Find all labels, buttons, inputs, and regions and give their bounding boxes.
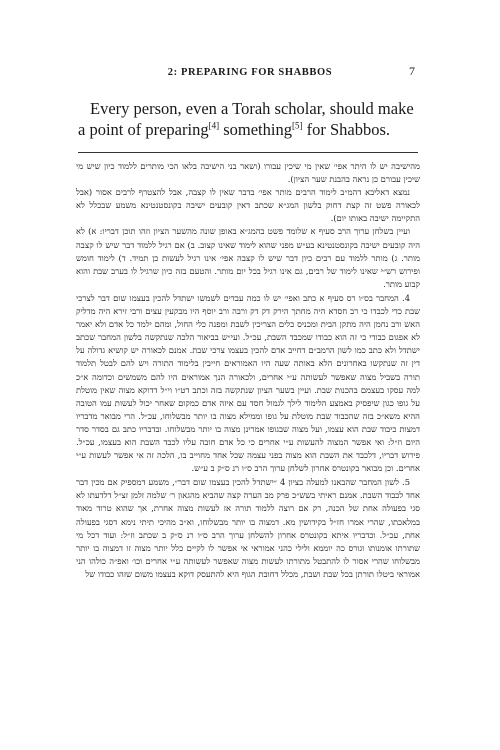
footnote-ref-4[interactable]: [4] bbox=[208, 120, 220, 131]
note-intro-paragraph-1: מהישיבה יש לו היתר אפי׳ שאין מי שיכין עבורו (ושאר בני הישיבה בלאו הכי מותרים ללמוד כיון שיש מי שיכין עבורם כן נראה בהבנת שער הציון). bbox=[76, 161, 420, 185]
note-intro-paragraph-2: נמצא דאליבא דהמ״ב לימוד הרבים מותר אפי׳ בדבר שאין לו קצבה, אבל להצטרף לרבים אסור (אבל לכאורה פשט זה קצת דחוק בלשון המג״א שכתב דאין קובעים ישיבה בקונסטנטינא משמע שבכלל לא התקיימה ישיבה באותו יום). bbox=[76, 187, 420, 224]
main-text-part-2: something bbox=[219, 120, 292, 139]
page-number: 7 bbox=[409, 64, 415, 78]
main-text-part-3: for Shabbos. bbox=[302, 120, 391, 139]
footnote-ref-5[interactable]: [5] bbox=[291, 120, 303, 131]
running-header-title: 2: PREPARING FOR SHABBOS bbox=[167, 67, 333, 78]
main-text-part-1: Every person, even a Torah scholar, should make a point of preparing bbox=[78, 99, 414, 139]
main-paragraph bbox=[78, 98, 418, 140]
footnotes-section bbox=[76, 160, 420, 581]
footnote-divider bbox=[78, 152, 418, 153]
footnote-5 bbox=[76, 476, 420, 581]
note-continuation bbox=[76, 160, 420, 291]
footnote-4 bbox=[76, 292, 420, 475]
footnote-4-text: 4. המחבר בס״ו רס סעיף א כתב ואפי׳ יש לו כמה עבדים לשמשו ישתדל להכין בעצמו שום דבר לצרכי שבת כדי לכבדו כי רב חסדא היה מחתך הירק דק דק ורבה ורב יוסף היו מבקעין עצים ורבי זירא היה מדליק האש ורב נחמן היה מתקן הבית ומכניס כלים הצריכין לשבת ומפנה כלי החול, ומהם ילמד כל אדם ולא יאמר לא אפגום כבודי כי זה הוא כבודו שמכבד השבת, עכ״ל. ועי״ש בביאור הלכה שנתקשה בלשון המחבר שכתב ישתדל ולא כתב כמו לשון הרמב״ם דחייב אדם להכין בעצמו צרכי שבת. אמנם לכאורה יש קושיא גדולה על דין זה שנתקשו באחרונים הלא באותה שעה היו האמוראים חייבין בלימוד התורה ויש להם לבטל תלמוד תורה בשביל מצוה שאפשר לעשותה ע״י אחרים, ולכאורה הנך אמוראים היו להם משמשים וכדומה א״כ למה עסקו בעצמם בהכנות שבת. ועיין בשער הציון שנתקשה בזה וכתב דט״ו וי״ל דדוקא מצוה שאין מוטלת על גופו כגון שיפסיק באמצע הלימוד לילך לגמול חסד עם איזה אדם כמקום שאחר יכול לעשות עמו הטובה ההיא משא״כ בזה שהכבוד שבת מוטלת על גופו וממילא מצוה בו יותר מבשלוחו, עכ״ל. הרי מבואר מדבריו דמצות כיבוד שבת הוא עצמו, ועל מצוה שבגופו אמרינן מצוה בו יותר מבשלוחו. ובדבריו כתב גם בסדר סדר היום וז״ל: ואי אפשר המצוה להעשות ע״י אחרים כי כל אדם חובה עליו לכבד השבת הוא בעצמו, עכ״ל. פירוש דבריו, דלכבד את השבת הוא מצוה בפני עצמה שכל אחד מחוייב בו, הלכה זה אי אפשר לעשות ע״י אחרים. וכן מבואר בקונטרס אחרון לשלחן ערוך הרב ס״ו רנ ס״ק ב ע״ש. bbox=[76, 292, 420, 474]
footnote-5-text: 5. לשון המחבר שהבאנו למעלה בציון 4 ״ישתדל להכין בעצמו שום דבר״, משמע דמספיק אם מכין דבר אחד לכבוד השבת. אמנם ראיתי בשש״כ פרק מב הערה קצה שהביא מהגאון ר׳ שלמה זלמן זצ״ל דלדעתו לא סגי בפעולה אחת של הכנה, רק אם רוצה ללמוד תורה אז לעשות מצוה אחרת, אך שהוא טרוד מאוד במלאכתו, שהרי אמרו חז״ל בקידושין מא. דמצוה בו יותר מבשלוחו, וא״כ מהיכי תיתי נימא דסגי בפעולה אחת, עכ״ל. וכדבריו איתא בקונטרס אחרון להשלחן ערוך הרב ס״ו רנ ס״ק ב שכתב וז״ל: ועוד דכל מי שתורתו אומנותו וגורס כה יוממא ולילי כהני אמוראי אי אפשר לו לקיים כלל יותר מצוה זו דמצוה בו יותר מבשלוחו שהרי אסור לו להתבטל מתורתו לעשות מצוה שאפשר לעשותה ע״י אחרים וכו׳ ואפ״ה כולהו הני אמוראי ביטלו תורתן בכל שבת ושבת, מכלל דחובת הגוף היא להתעסק דוקא בעצמו משום שזהו כבודו של bbox=[76, 477, 420, 579]
note-intro-paragraph-3: ועיין בשלחן ערוך הרב סעיף א שלומד פשט בהמג״א באופן שונה מהשער הציון וזהו תוכן דבריו: א) לא היה קובעים ישיבה בקונסטנטינא בע״ש מפני שהוא לימוד שאינו קצוב. ב) אם רגיל ללמוד דבר שיש לו קצבה מותר. ג) מותר ללמוד עם רבים כיון דבר שיש לו קצבה אפי׳ אינו רגיל לעשות כן תמיד. ד) לימוד חומש ופירוש רש״י שאינו לימוד של רבים, גם אינו רגיל בכל יום מותר. והטעם בזה כיון שרגיל לו בערב שבת והוא קבוע מותר. bbox=[76, 226, 420, 289]
